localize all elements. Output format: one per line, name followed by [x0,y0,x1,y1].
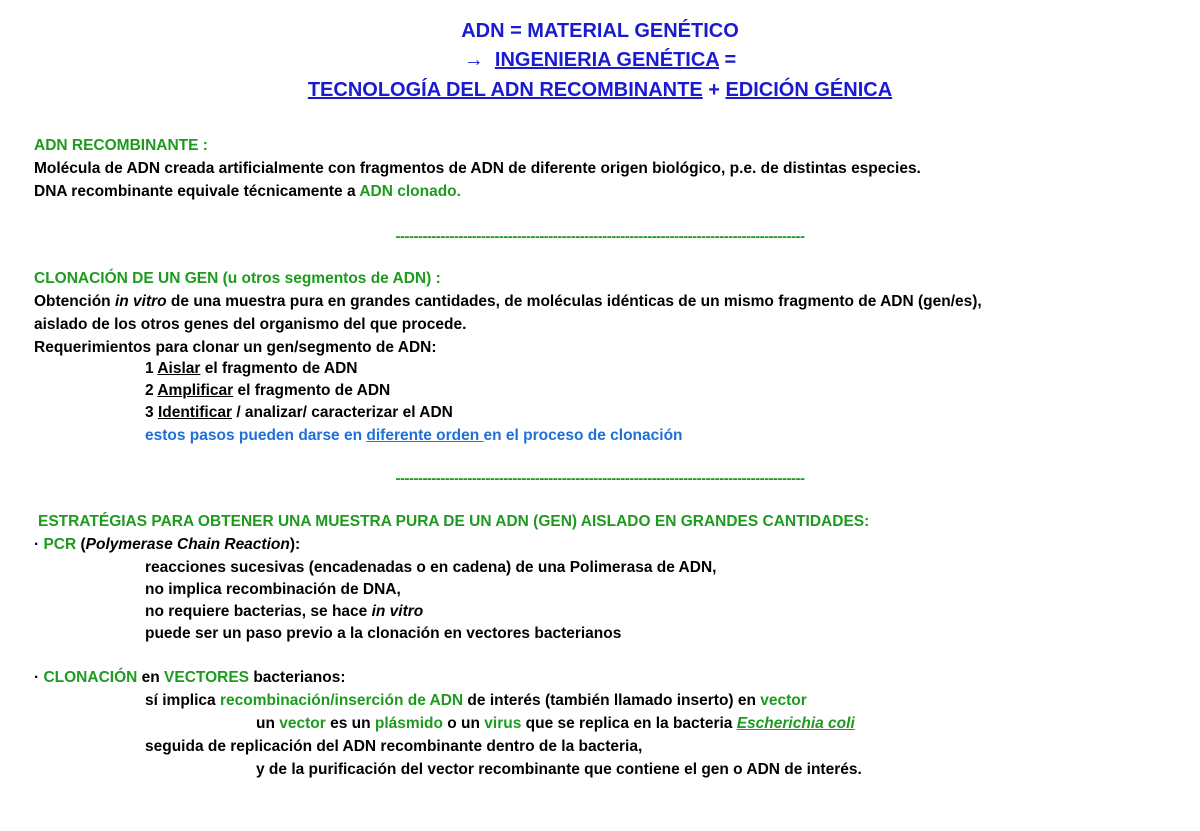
edicion-genica-link[interactable]: EDICIÓN GÉNICA [725,79,893,101]
ingenieria-genetica-link[interactable]: INGENIERIA GENÉTICA [494,49,719,71]
recombinante-heading: ADN RECOMBINANTE : [34,137,208,154]
pcr-expansion: Polymerase Chain Reaction [85,536,290,553]
pcr-term: PCR [43,536,77,553]
l1-b: de interés (también llamado inserto) en [463,692,761,709]
title-equals: = [718,49,737,71]
vectores-line-4: y de la purificación del vector recombinante que contiene el gen o ADN de interés. [256,761,862,778]
recombinante-line-2 [34,184,461,200]
l1-a: sí implica [145,692,220,709]
adn-recombinante-link[interactable]: TECNOLOGÍA DEL ADN RECOMBINANTE [307,79,703,101]
separator-2: ------------------------------------------------------------------------------------------- [395,470,805,487]
step-number: 2 [145,382,158,399]
clonacion-vectores-heading [34,670,346,686]
title-line-2 [0,50,1200,70]
vectores-line-1 [145,693,807,709]
pcr-line-4: puede ser un paso previo a la clonación en vectores bacterianos [145,625,622,642]
clonacion-term: CLONACIÓN [43,669,138,686]
step-2 [145,383,390,399]
l2-b: es un [325,715,375,732]
title-plus: + [702,79,726,101]
paren-open: ( [76,536,86,553]
separator-1: ------------------------------------------------------------------------------------------- [395,228,805,245]
clonacion-line-1-b: de una muestra pura en grandes cantidades, de moléculas idénticas de un mismo fragmento de ADN (gen/es), [166,293,982,310]
steps-note-a: estos pasos pueden darse en [145,427,367,444]
vector-term: vector [279,715,326,732]
title-line-1 [0,21,1200,41]
step-number: 3 [145,404,158,421]
pcr-line-3 [145,604,423,620]
clon-mid: en [137,669,165,686]
title-line-3 [0,80,1200,100]
escherichia-coli-link[interactable]: Escherichia coli [736,715,855,732]
clon-end: bacterianos: [249,669,346,686]
recombinante-line-1: Molécula de ADN creada artificialmente con fragmentos de ADN de diferente origen biológico, p.e. de distintas especies. [34,160,921,177]
in-vitro-term: in vitro [371,603,424,620]
steps-note [145,428,683,444]
pcr-line-1: reacciones sucesivas (encadenadas o en cadena) de una Polimerasa de ADN, [145,559,717,576]
l2-d: que se replica en la bacteria [521,715,737,732]
bullet: · [34,669,44,686]
step-keyword: Aislar [157,360,201,377]
step-text: el fragmento de ADN [233,382,391,399]
pcr-line-2: no implica recombinación de DNA, [145,581,401,598]
pcr-heading [34,537,300,553]
recombinante-line-2-text: DNA recombinante equivale técnicamente a [34,183,360,200]
step-text: el fragmento de ADN [200,360,358,377]
clonacion-line-2: aislado de los otros genes del organismo del que procede. [34,316,467,333]
step-keyword: Amplificar [157,382,234,399]
l2-c: o un [442,715,485,732]
recombinacion-term: recombinación/inserción de ADN [219,692,464,709]
step-number: 1 [145,360,158,377]
diferente-orden-link[interactable]: diferente orden [366,427,484,444]
step-3 [145,405,453,421]
paren-close: ): [289,536,301,553]
step-text: / analizar/ caracterizar el ADN [232,404,453,421]
bullet: · [34,536,44,553]
vectores-line-2 [256,716,855,732]
vectores-line-3: seguida de replicación del ADN recombinante dentro de la bacteria, [145,738,643,755]
adn-clonado-term: ADN clonado. [359,183,461,200]
clonacion-gen-heading: CLONACIÓN DE UN GEN (u otros segmentos de ADN) : [34,270,441,287]
estrategias-heading: ESTRATÉGIAS PARA OBTENER UNA MUESTRA PURA DE UN ADN (GEN) AISLADO EN GRANDES CANTIDADES: [38,513,870,530]
clonacion-line-1 [34,294,982,310]
arrow-icon: → [463,49,484,71]
in-vitro-term: in vitro [114,293,167,310]
title-main: ADN = MATERIAL GENÉTICO [461,20,739,42]
l2-a: un [256,715,280,732]
virus-term: virus [484,715,522,732]
pcr-line-3-a: no requiere bacterias, se hace [145,603,372,620]
vector-term: vector [760,692,807,709]
plasmido-term: plásmido [374,715,443,732]
clonacion-line-3: Requerimientos para clonar un gen/segmento de ADN: [34,339,437,356]
step-keyword: Identificar [157,404,233,421]
step-1 [145,361,357,377]
steps-note-b: en el proceso de clonación [483,427,683,444]
clonacion-line-1-a: Obtención [34,293,115,310]
vectores-term: VECTORES [164,669,250,686]
